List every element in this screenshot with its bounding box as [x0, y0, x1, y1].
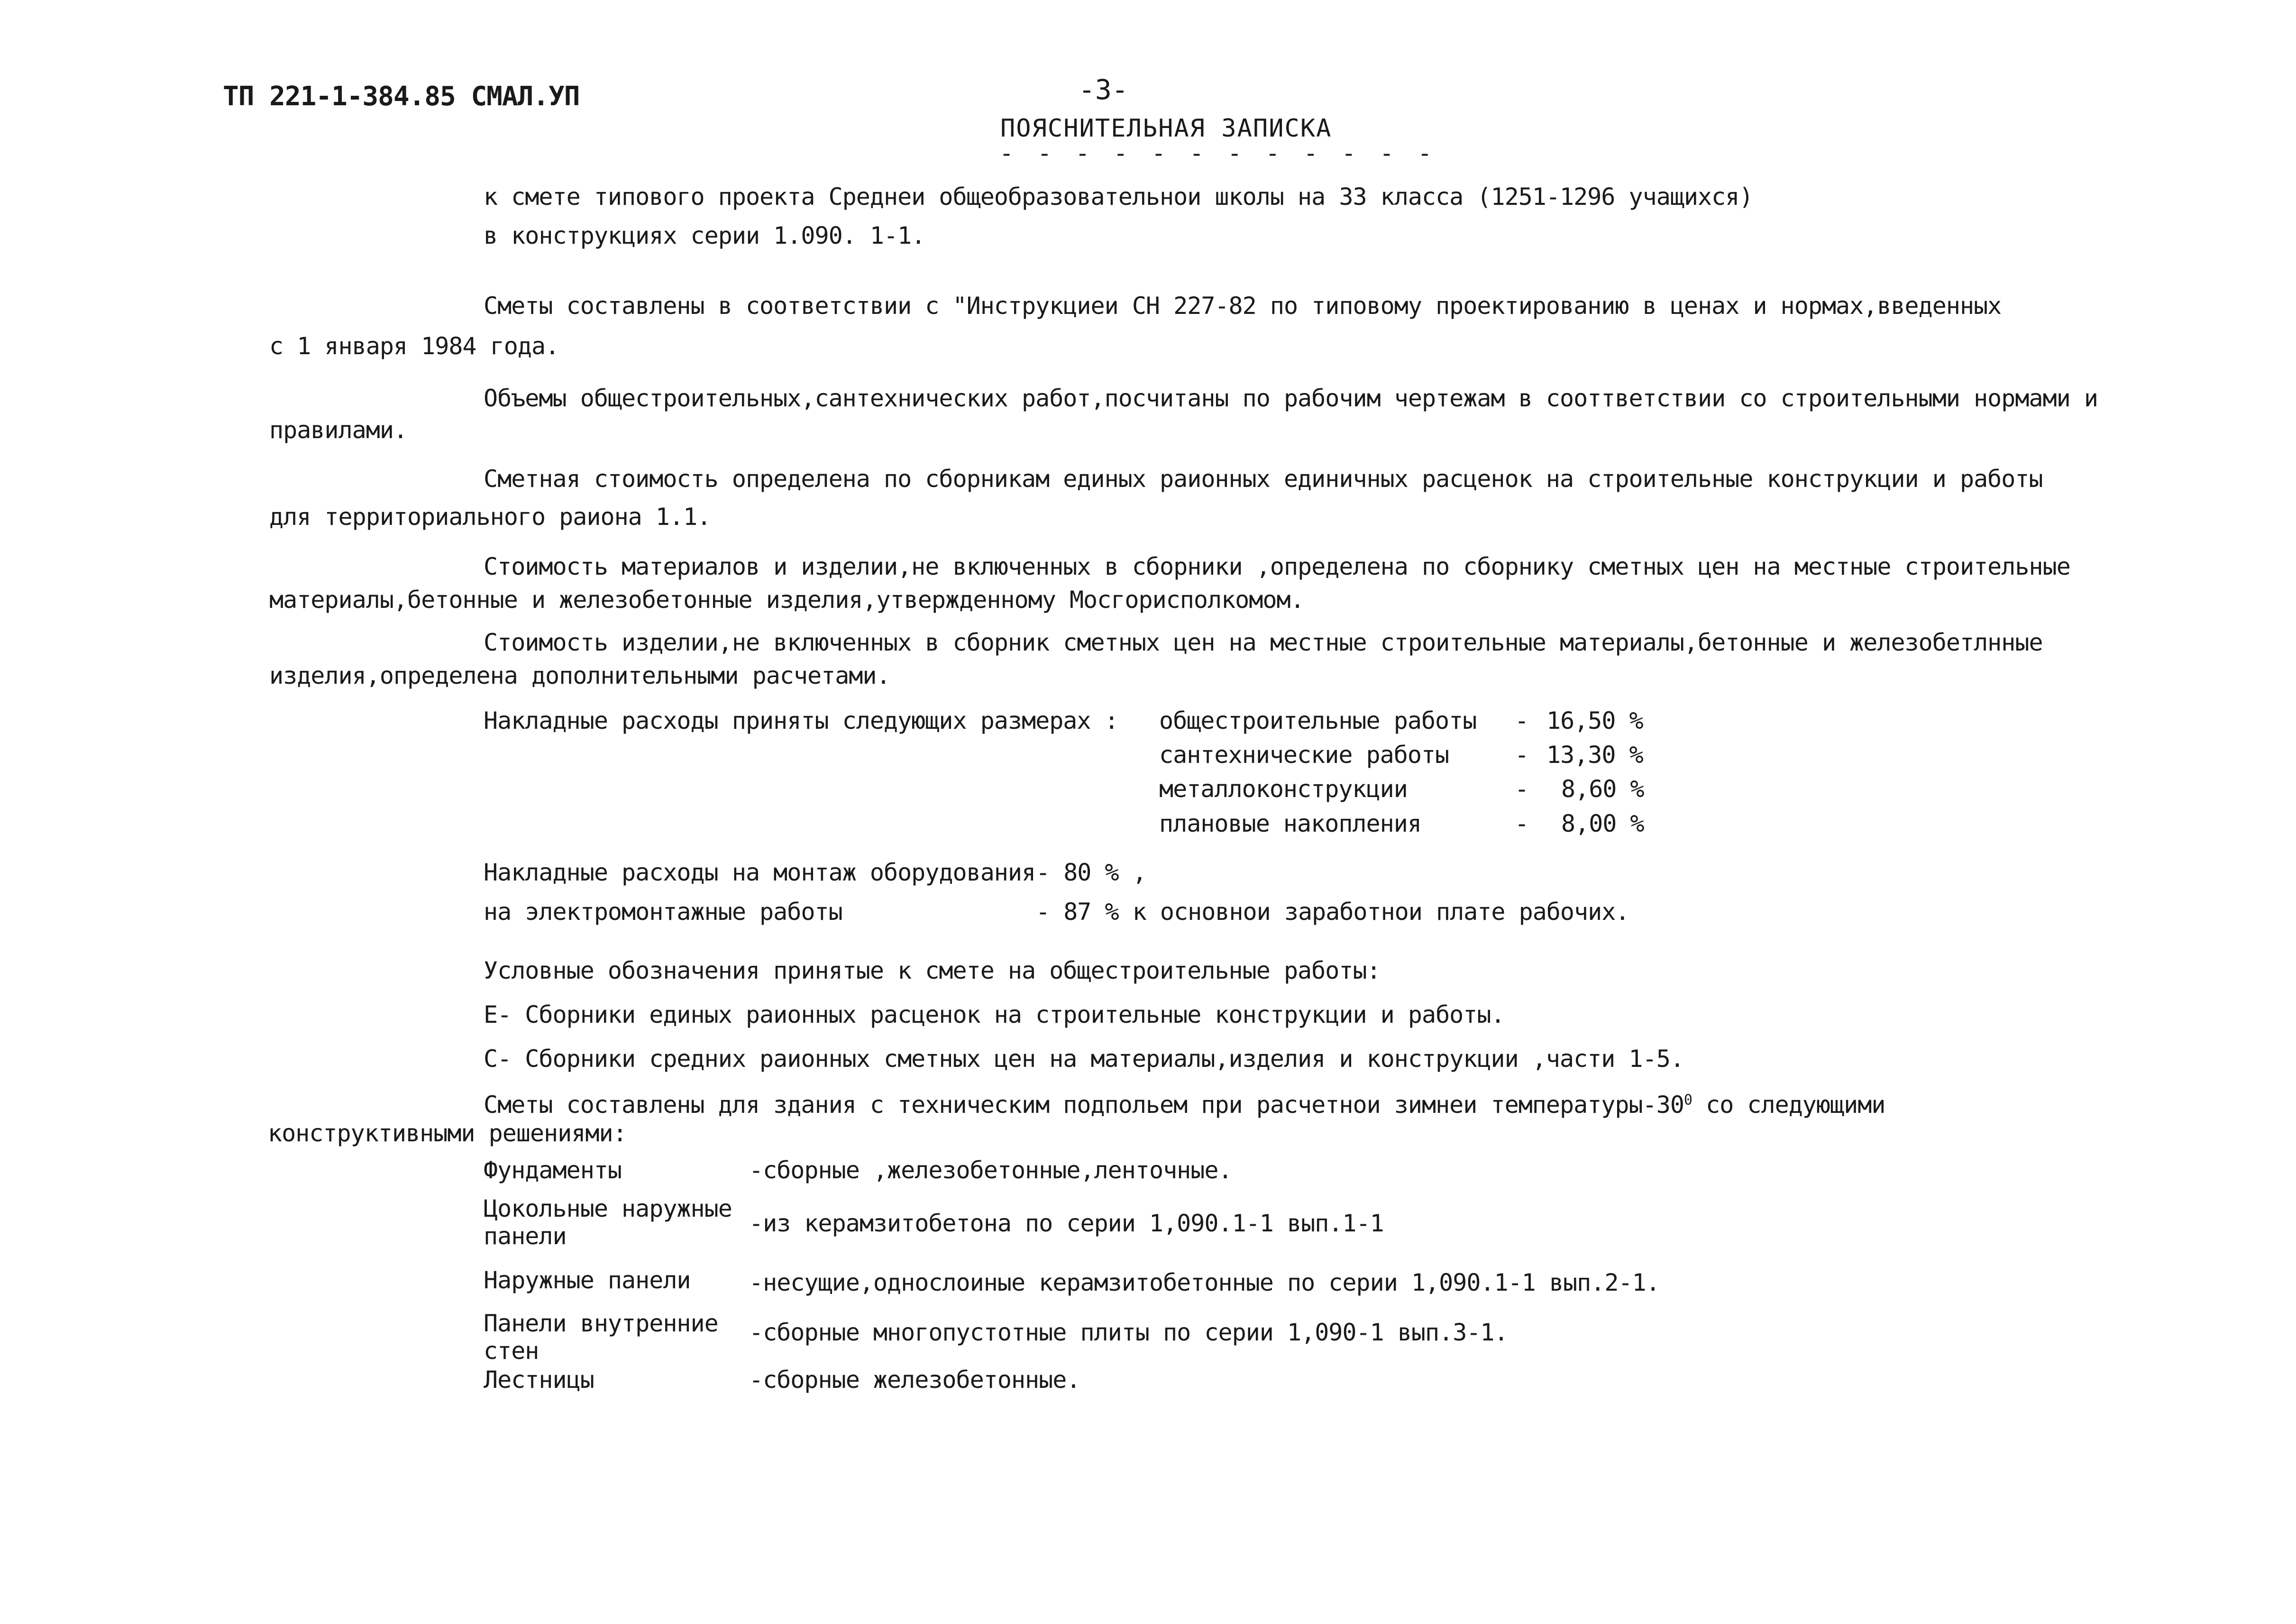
- overhead-row-1-name: общестроительные работы: [1159, 707, 1477, 734]
- mounting-line-1-label: Накладные расходы на монтаж оборудования: [484, 859, 1036, 886]
- paragraph-3-line-1: Сметная стоимость определена по сборникам единых раионных единичных расценок на строительные конструкции и работы: [484, 465, 2043, 493]
- legend-title: Условные обозначения принятые к смете на общестроительные работы:: [484, 957, 1381, 984]
- document-title: ПОЯСНИТЕЛЬНАЯ ЗАПИСКА: [1000, 114, 1332, 143]
- construction-item-1-value: -сборные ,железобетонные,ленточные.: [749, 1156, 1232, 1184]
- construction-item-4-name: Панели внутренние стен: [484, 1310, 718, 1365]
- paragraph-3-line-2: для территориального раиона 1.1.: [269, 503, 711, 531]
- title-underline: - - - - - - - - - - - -: [999, 139, 1437, 167]
- construction-item-2-value: -из керамзитобетона по серии 1,090.1-1 вып.1-1: [749, 1210, 1384, 1237]
- overhead-row-1-dash: -: [1515, 707, 1529, 734]
- overhead-row-2-dash: -: [1515, 741, 1529, 769]
- overhead-row-3-dash: -: [1515, 775, 1529, 803]
- construction-line-1: [484, 1093, 1885, 1117]
- mounting-line-2-label: на электромонтажные работы: [484, 898, 842, 926]
- paragraph-5-line-2: изделия,определена дополнительными расчетами.: [269, 662, 890, 689]
- overhead-row-2-name: сантехнические работы: [1159, 741, 1449, 769]
- legend-item-c: С- Сборники средних раионных сметных цен на материалы,изделия и конструкции ,части 1-5.: [484, 1045, 1684, 1073]
- paragraph-1-line-2: с 1 января 1984 года.: [269, 332, 559, 360]
- intro-line-1: к смете типового проекта Среднеи общеобразовательнои школы на 33 класса (1251-1296 учащихся): [484, 183, 1753, 211]
- mounting-line-1-value: - 80 % ,: [1036, 859, 1146, 886]
- overhead-row-4-value: 8,00 %: [1561, 810, 1644, 837]
- degree-mark: 0: [1683, 1092, 1692, 1109]
- overhead-row-2-value: 13,30 %: [1546, 741, 1643, 769]
- overhead-row-1-value: 16,50 %: [1546, 707, 1643, 734]
- intro-line-2: в конструкциях серии 1.090. 1-1.: [484, 222, 925, 249]
- overhead-row-3-value: 8,60 %: [1561, 775, 1644, 803]
- page-number: -3-: [1079, 73, 1128, 106]
- paragraph-2-line-1: Объемы общестроительных,сантехнических работ,посчитаны по рабочим чертежам в сооттветствии со строительными нормами и: [484, 385, 2098, 412]
- construction-item-5-value: -сборные железобетонные.: [749, 1366, 1080, 1394]
- mounting-line-2-value: - 87 % к основнои заработнои плате рабочих.: [1036, 898, 1629, 926]
- paragraph-2-line-2: правилами.: [269, 416, 408, 444]
- construction-item-2-name: Цокольные наружные панели: [484, 1195, 732, 1250]
- paragraph-1-line-1: Сметы составлены в соответствии с "Инструкциеи СН 227-82 по типовому проектированию в ценах и нормах,введенных: [484, 292, 2002, 320]
- paragraph-4-line-2: материалы,бетонные и железобетонные изделия,утвержденному Мосгорисполкомом.: [269, 586, 1304, 614]
- overhead-row-4-name: плановые накопления: [1159, 810, 1421, 837]
- overhead-row-3-name: металлоконструкции: [1159, 775, 1408, 803]
- construction-item-4-value: -сборные многопустотные плиты по серии 1,090-1 вып.3-1.: [749, 1319, 1508, 1346]
- legend-item-e: Е- Сборники единых раионных расценок на строительные конструкции и работы.: [484, 1001, 1505, 1028]
- construction-item-1-name: Фундаменты: [484, 1156, 622, 1184]
- construction-item-3-value: -несущие,однослоиные керамзитобетонные по серии 1,090.1-1 вып.2-1.: [749, 1269, 1660, 1296]
- paragraph-5-line-1: Стоимость изделии,не включенных в сборник сметных цен на местные строительные материалы,бетонные и железобетлнные: [484, 629, 2043, 656]
- construction-item-5-name: Лестницы: [484, 1366, 594, 1394]
- construction-line-1-end: со следующими: [1692, 1091, 1885, 1119]
- overhead-row-4-dash: -: [1515, 810, 1529, 837]
- document-code: ТП 221-1-384.85 СМАЛ.УП: [223, 81, 580, 112]
- overhead-label: Накладные расходы приняты следующих размерах :: [484, 707, 1118, 734]
- construction-line-2: конструктивными решениями:: [268, 1119, 627, 1147]
- construction-item-3-name: Наружные панели: [484, 1266, 691, 1294]
- paragraph-4-line-1: Стоимость материалов и изделии,не включенных в сборники ,определена по сборнику сметных цен на местные строительные: [484, 553, 2070, 580]
- construction-line-1-text: Сметы составлены для здания с техническим подпольем при расчетнои зимнеи температуры-30: [484, 1091, 1684, 1119]
